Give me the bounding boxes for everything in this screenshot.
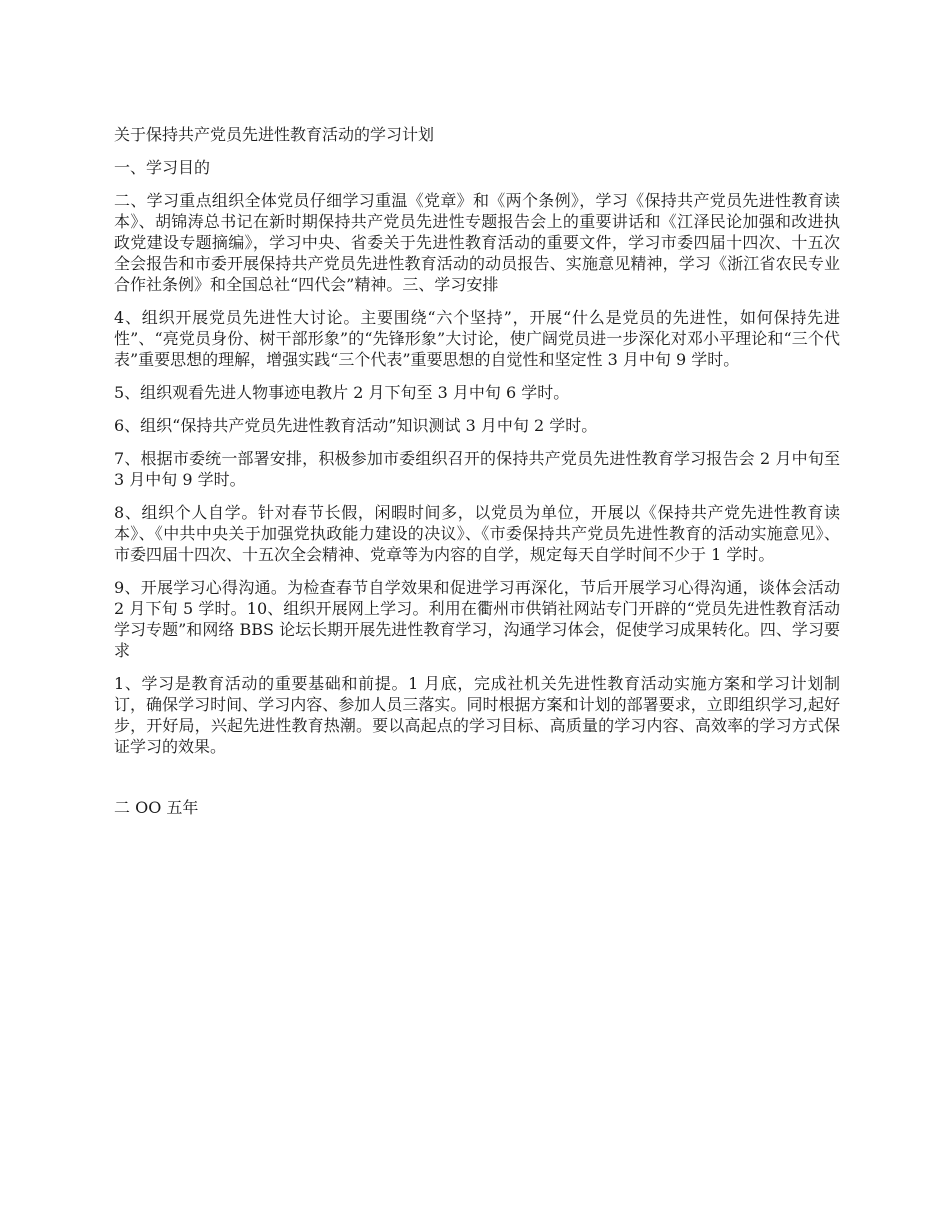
paragraph-item-9: 9、开展学习心得沟通。为检查春节自学效果和促进学习再深化，节后开展学习心得沟通，谈体会活动 2 月下旬 5 学时。10、组织开展网上学习。利用在衢州市供销社网站专门开辟的“党员先进性教育活动学习专题”和网络 BBS 论坛长期开展先进性教育学习，沟通学习体会，促使学习成果转化。四、学习要求 [114,578,840,660]
document-title: 关于保持共产党员先进性教育活动的学习计划 [114,125,435,144]
section-heading-purpose: 一、学习目的 [114,158,211,177]
paragraph-item-4: 4、组织开展党员先进性大讨论。主要围绕“六个坚持”，开展“什么是党员的先进性，如何保持先进性”、“亮党员身份、树干部形象”的“先锋形象”大讨论，使广阔党员进一步深化对邓小平理论和“三个代表”重要思想的理解，增强实践“三个代表”重要思想的自觉性和坚定性 3 月中旬 9 学时。 [114,308,840,369]
paragraph-item-7: 7、根据市委统一部署安排，积极参加市委组织召开的保持共产党员先进性教育学习报告会 2 月中旬至 3 月中旬 9 学时。 [114,449,840,489]
document-body [114,124,840,830]
document-date: 二 OO 五年 [114,798,199,817]
paragraph-requirement-1: 1、学习是教育活动的重要基础和前提。1 月底，完成社机关先进性教育活动实施方案和学习计划制订，确保学习时间、学习内容、参加人员三落实。同时根据方案和计划的部署要求，立即组织学习,起好步，开好局，兴起先进性教育热潮。要以高起点的学习目标、高质量的学习内容、高效率的学习方式保证学习的效果。 [114,674,840,756]
paragraph-item-6: 6、组织“保持共产党员先进性教育活动”知识测试 3 月中旬 2 学时。 [114,416,598,435]
paragraph-study-focus: 二、学习重点组织全体党员仔细学习重温《党章》和《两个条例》，学习《保持共产党员先进性教育读本》、胡锦涛总书记在新时期保持共产党员先进性专题报告会上的重要讲话和《江泽民论加强和改进执政党建设专题摘编》，学习中央、省委关于先进性教育活动的重要文件，学习市委四届十四次、十五次全会报告和市委开展保持共产党员先进性教育活动的动员报告、实施意见精神，学习《浙江省农民专业合作社条例》和全国总社“四代会”精神。三、学习安排 [114,191,840,294]
paragraph-item-8: 8、组织个人自学。针对春节长假，闲暇时间多，以党员为单位，开展以《保持共产党先进性教育读本》、《中共中央关于加强党执政能力建设的决议》、《市委保持共产党员先进性教育的活动实施意见》、市委四届十四次、十五次全会精神、党章等为内容的自学，规定每天自学时间不少于 1 学时。 [114,503,840,564]
paragraph-item-5: 5、组织观看先进人物事迹电教片 2 月下旬至 3 月中旬 6 学时。 [114,383,570,402]
